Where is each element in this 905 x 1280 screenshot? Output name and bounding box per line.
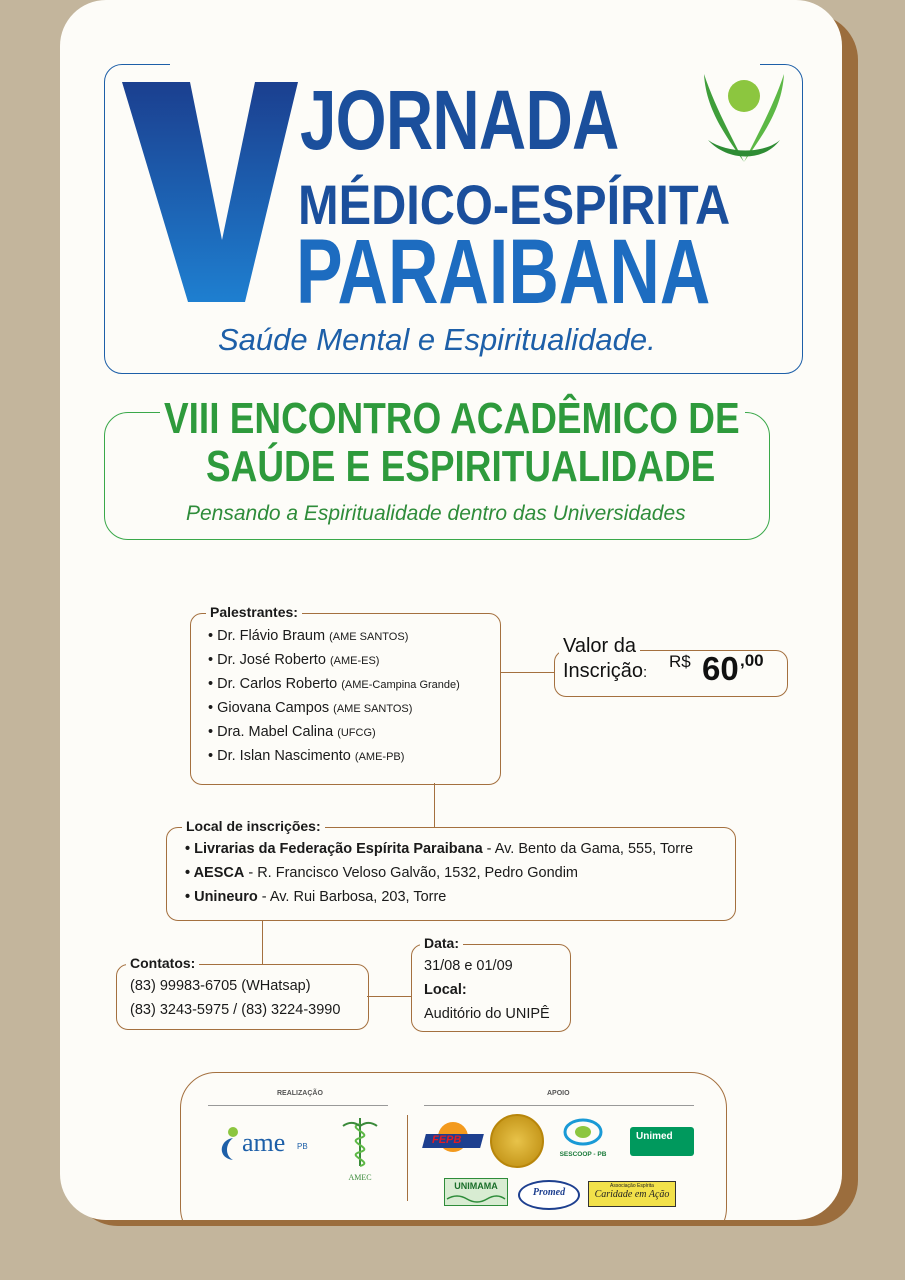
fepb-text: FEPB [432,1134,462,1146]
speaker-org: (UFCG) [337,727,376,739]
unimed-text: Unimed [636,1131,673,1142]
speaker-item [208,676,460,700]
local-item [185,865,693,889]
unimed-logo [630,1127,694,1156]
frame-gap [170,58,760,70]
ame-text: ame [242,1128,286,1157]
title-jornada: JORNADA [300,73,619,167]
encontro-line1: VIII ENCONTRO ACADÊMICO DE [164,394,740,443]
local-address: - Av. Bento da Gama, 555, Torre [482,841,694,857]
speaker-name: • Dr. Islan Nascimento [208,748,351,764]
subtitle-saude-mental: Saúde Mental e Espiritualidade. [218,322,656,357]
wave-icon [445,1193,507,1203]
realizacao-label: REALIZAÇÃO [277,1090,323,1097]
contatos-phone-2: (83) 3243-5975 / (83) 3224-3990 [130,1002,341,1018]
green-person-logo-icon [698,70,788,166]
unimama-logo [444,1178,508,1206]
valor-currency: R$ [669,652,691,671]
palestrantes-title: Palestrantes: [206,604,302,620]
gold-seal-icon [490,1114,544,1168]
valor-label-text: Inscrição [563,660,644,682]
ame-suffix: PB [297,1142,308,1151]
poster [60,0,842,1220]
caridade-logo [588,1181,676,1207]
local-name: • Livrarias da Federação Espírita Paraibana [185,841,483,857]
roman-numeral-v [120,80,300,305]
event-local-title: Local: [424,982,467,998]
amec-logo [339,1116,381,1182]
palestrantes-list [208,628,460,772]
footer-divider [407,1115,408,1201]
speaker-org: (AME-PB) [354,751,405,763]
unimama-text: UNIMAMA [454,1181,498,1191]
local-name: • AESCA [185,865,245,881]
sescoop-logo [548,1118,618,1164]
speaker-item [208,652,460,676]
promed-logo [518,1180,580,1210]
local-name: • Unineuro [185,889,258,905]
sescoop-symbol-icon [548,1118,618,1146]
connector [262,920,263,964]
fepb-logo [424,1128,482,1156]
valor-colon: : [643,664,648,681]
speaker-org: (AME-ES) [329,655,380,667]
encontro-line2: SAÚDE E ESPIRITUALIDADE [206,442,716,491]
contatos-box [116,964,369,1030]
promed-text: Promed [532,1187,566,1198]
speaker-name: • Dr. Flávio Braum [208,628,326,644]
speaker-item [208,700,460,724]
title-medico-espirita: MÉDICO-ESPÍRITA [298,173,731,236]
speaker-org: (AME-Campina Grande) [341,679,460,691]
speaker-item [208,628,460,652]
local-title: Local de inscrições: [182,818,325,834]
sescoop-text: SESCOOP - PB [559,1151,607,1158]
speaker-org: (AME SANTOS) [333,703,413,715]
contatos-title: Contatos: [126,955,199,971]
caridade-line2: Caridade em Ação [594,1189,670,1200]
divider [424,1105,694,1106]
speaker-name: • Dr. Carlos Roberto [208,676,338,692]
event-local-value: Auditório do UNIPÊ [424,1006,550,1022]
valor-label-line2 [563,660,647,683]
contatos-phone-1: (83) 99983-6705 (WHatsap) [130,978,311,994]
valor-label-line1: Valor da [559,635,640,658]
caduceus-icon [339,1116,381,1168]
local-address: - R. Francisco Veloso Galvão, 1532, Pedro Gondim [244,865,578,881]
encontro-subtitle: Pensando a Espiritualidade dentro das Universidades [186,502,686,525]
connector [434,783,435,827]
caridade-line1: Associação Espírita [610,1183,654,1189]
speaker-name: • Giovana Campos [208,700,330,716]
divider [208,1105,388,1106]
amec-text: AMEC [348,1173,372,1182]
local-address: - Av. Rui Barbosa, 203, Torre [257,889,447,905]
valor-cents: ,00 [740,651,764,670]
local-item [185,841,693,865]
speaker-item [208,724,460,748]
apoio-label: APOIO [547,1090,570,1097]
speaker-name: • Dr. José Roberto [208,652,326,668]
speaker-name: • Dra. Mabel Calina [208,724,334,740]
connector [367,996,411,997]
valor-amount: 60 [702,650,739,687]
connector [500,672,554,673]
ame-figure-icon [215,1124,243,1162]
local-list [185,841,693,913]
speaker-org: (AME SANTOS) [329,631,409,643]
title-paraibana: PARAIBANA [296,221,711,323]
speaker-item [208,748,460,772]
data-title: Data: [420,935,463,951]
local-item [185,889,693,913]
data-value: 31/08 e 01/09 [424,958,513,974]
